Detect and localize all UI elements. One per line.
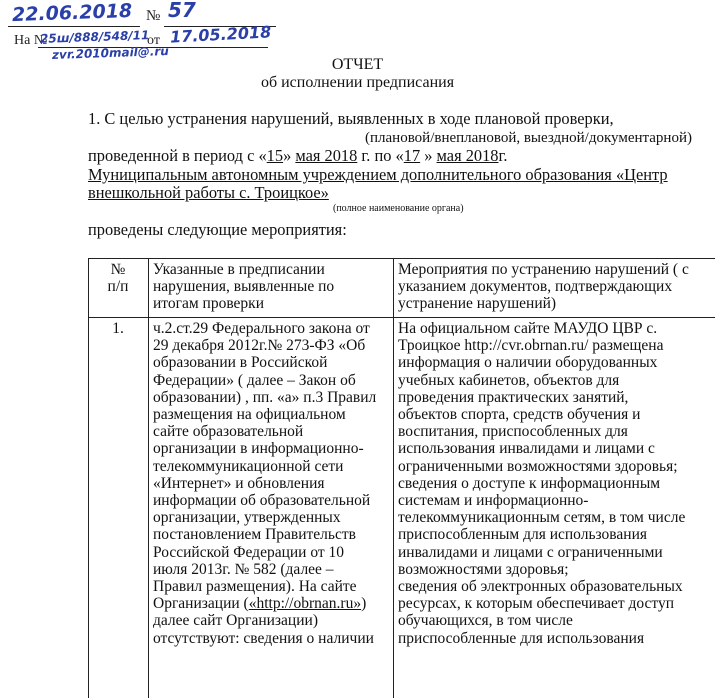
measures-line: воспитания, приспособленных для bbox=[398, 423, 628, 441]
measures-line: ограниченными возможностями здоровья; bbox=[398, 457, 678, 475]
violation-line: Правил размещения). На сайте bbox=[153, 578, 357, 596]
measures-line: проведения практических занятий, bbox=[398, 388, 629, 406]
violation-line: отсутствуют: сведения о наличии bbox=[153, 629, 374, 647]
para-line-2 bbox=[88, 147, 507, 165]
period-day-1: 15 bbox=[266, 146, 284, 165]
outgoing-date-underline bbox=[8, 26, 140, 27]
period-text-e: » bbox=[420, 146, 437, 165]
measures-line: сведения об электронных образовательных bbox=[398, 578, 683, 596]
org-name-line-1: Муниципальным автономным учреждением дополнительного образования «Центр bbox=[88, 165, 668, 184]
violation-line: «Интернет» и обновления bbox=[153, 474, 325, 492]
measures-line: информация о наличии оборудованных bbox=[398, 354, 658, 372]
violation-link-prefix: Организации ( bbox=[153, 595, 249, 613]
incoming-date-handwritten: 17.05.2018 bbox=[169, 22, 272, 47]
header-number-line-1: № bbox=[110, 261, 126, 278]
period-month-1: мая 2018 bbox=[295, 146, 358, 165]
org-name-hint: (полное наименование органа) bbox=[333, 203, 464, 214]
measures-line: обучающихся, в том числе bbox=[398, 612, 573, 630]
row-1-number: 1. bbox=[112, 320, 124, 337]
violation-line: информации об образовательной bbox=[153, 492, 371, 510]
org-name-line-2: внешкольной работы с. Троицкое» bbox=[88, 183, 329, 202]
violation-line: июля 2013г. № 582 (далее – bbox=[153, 560, 334, 578]
header-violations-line-1: Указанные в предписании bbox=[153, 261, 325, 278]
violation-line: Российской Федерации от 10 bbox=[153, 543, 345, 561]
violation-line: постановлением Правительств bbox=[153, 526, 356, 544]
violation-line-with-link bbox=[153, 595, 376, 612]
measures-line: сведения о доступе к информационным bbox=[398, 474, 661, 492]
measures-line: приспособленные для использования bbox=[398, 629, 645, 647]
incoming-number-handwritten: 25ш/888/548/11 bbox=[39, 28, 150, 46]
ot-label: от bbox=[147, 33, 160, 48]
header-measures-line-2: указанием документов, подтверждающих bbox=[398, 278, 673, 296]
measures-line: учебных кабинетов, объектов для bbox=[398, 371, 620, 389]
header-violations-line-3: итогам проверки bbox=[153, 295, 265, 313]
header-violations bbox=[153, 261, 334, 313]
measures-line: На официальном сайте МАУДО ЦВР с. bbox=[398, 320, 658, 337]
measures-line: объектов спорта, средств обучения и bbox=[398, 406, 641, 424]
violation-line: образовании) , пп. «а» п.3 Правил bbox=[153, 388, 377, 406]
para-line-1: 1. С целью устранения нарушений, выявленных в ходе плановой проверки, bbox=[88, 109, 614, 128]
report-title: ОТЧЕТ bbox=[331, 56, 384, 73]
outgoing-date-handwritten: 22.06.2018 bbox=[11, 0, 133, 27]
header-measures bbox=[398, 261, 689, 313]
na-label: На № bbox=[14, 33, 48, 48]
outgoing-number-handwritten: 57 bbox=[168, 0, 196, 22]
row-1-measures bbox=[398, 320, 685, 647]
number-label: № bbox=[146, 8, 161, 24]
violation-line: размещения на официальном bbox=[153, 406, 346, 424]
header-measures-line-3: устранение нарушений) bbox=[398, 295, 557, 313]
measures-table bbox=[88, 258, 715, 698]
measures-line: Троицкое http://cvr.obrnan.ru/ размещена bbox=[398, 337, 664, 355]
header-violations-line-2: нарушения, выявленные по bbox=[153, 278, 335, 296]
measures-line: инвалидами и лицами с ограниченными bbox=[398, 543, 663, 561]
row-1-violation bbox=[153, 320, 376, 647]
organization-site-link[interactable]: «http://obrnan.ru» bbox=[248, 595, 362, 613]
period-text-a: проведенной в период с « bbox=[88, 146, 267, 165]
table-border-header-bottom bbox=[88, 317, 715, 318]
violation-link-suffix: ) bbox=[361, 595, 367, 613]
table-border-top bbox=[88, 258, 715, 259]
measures-line: системам и информационно- bbox=[398, 492, 589, 510]
header-number bbox=[88, 261, 148, 295]
period-day-2: 17 bbox=[403, 146, 421, 165]
measures-line: ресурсах, к которым обеспечивает доступ bbox=[398, 595, 674, 613]
period-text-b: » bbox=[283, 146, 296, 165]
violation-line: Федерации» ( далее – Закон об bbox=[153, 371, 356, 389]
period-text-c: г. по « bbox=[357, 146, 404, 165]
header-measures-line-1: Мероприятия по устранению нарушений ( с bbox=[398, 261, 689, 278]
violation-line: ч.2.ст.29 Федерального закона от bbox=[153, 320, 370, 337]
measures-line: возможностями здоровья; bbox=[398, 560, 569, 578]
table-border-col-1 bbox=[148, 258, 149, 698]
table-border-col-2 bbox=[393, 258, 394, 698]
violation-line: организации, утвержденных bbox=[153, 509, 341, 527]
measures-line: использования инвалидами и лицами с bbox=[398, 440, 655, 458]
violation-line: телекоммуникационной сети bbox=[153, 457, 344, 475]
violation-line: организации в информационно- bbox=[153, 440, 364, 458]
violation-line: 29 декабря 2012г.№ 273-ФЗ «Об bbox=[153, 337, 366, 355]
violation-line: сайте образовательной bbox=[153, 423, 304, 441]
header-number-line-2: п/п bbox=[107, 278, 129, 296]
period-text-f: г. bbox=[498, 146, 508, 165]
email-handwritten: zvr.2010mail@.ru bbox=[51, 43, 170, 63]
measures-intro: проведены следующие мероприятия: bbox=[88, 220, 347, 239]
violation-line: далее сайт Организации) bbox=[153, 612, 318, 630]
period-month-2: мая 2018 bbox=[436, 146, 499, 165]
violation-line: образовании в Российской bbox=[153, 354, 328, 372]
measures-line: приспособленным для использования bbox=[398, 526, 648, 544]
measures-line: телекоммуникационным сетям, в том числе bbox=[398, 509, 686, 527]
report-subtitle: об исполнении предписания bbox=[260, 74, 455, 91]
para-line-1-hint: (плановой/внеплановой, выездной/документарной) bbox=[365, 130, 692, 146]
